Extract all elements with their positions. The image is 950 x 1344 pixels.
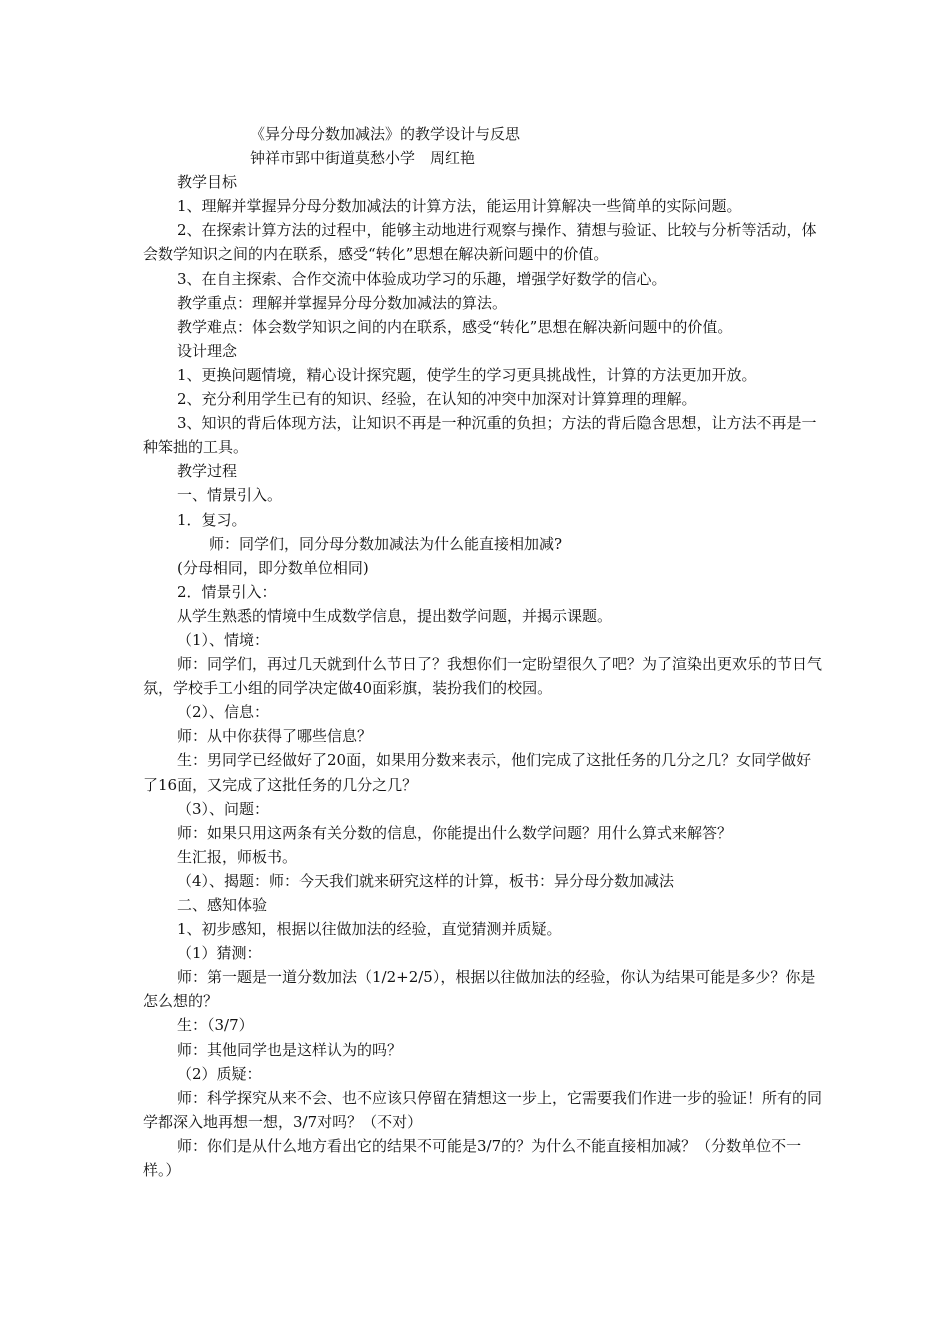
concept-2: 2、充分利用学生已有的知识、经验，在认知的冲突中加深对计算算理的理解。 [177, 390, 697, 409]
paragraph: (分母相同，即分数单位相同) [177, 558, 369, 577]
paragraph: （2）、信息： [177, 703, 270, 722]
key-point: 教学重点：理解并掌握异分母分数加减法的算法。 [177, 293, 508, 312]
paragraph: 师：同学们，同分母分数加减法为什么能直接相加减? [209, 534, 563, 553]
paragraph: 师：同学们，再过几天就到什么节日了？我想你们一定盼望很久了吧？为了渲染出更欢乐的节日气氛，学校手工小组的同学决定做40面彩旗，装扮我们的校园。 [143, 655, 823, 698]
paragraph: 师：如果只用这两条有关分数的信息，你能提出什么数学问题？用什么算式来解答？ [177, 823, 733, 842]
paragraph: 二、感知体验 [177, 896, 268, 914]
goal-1: 1、理解并掌握异分母分数加减法的计算方法，能运用计算解决一些简单的实际问题。 [177, 197, 742, 216]
paragraph: （2）质疑： [177, 1064, 262, 1083]
difficulty: 教学难点：体会数学知识之间的内在联系，感受“转化”思想在解决新问题中的价值。 [177, 317, 733, 336]
heading-goals: 教学目标 [177, 173, 238, 192]
paragraph: 2．情景引入： [177, 582, 277, 601]
paragraph: 一、情景引入。 [177, 486, 283, 505]
paragraph: 生：（3/7） [177, 1016, 254, 1035]
paragraph: 从学生熟悉的情境中生成数学信息，提出数学问题，并揭示课题。 [177, 606, 613, 625]
doc-author: 钟祥市郢中街道莫愁小学 周红艳 [250, 149, 476, 168]
paragraph: 生：男同学已经做好了20面，如果用分数来表示，他们完成了这批任务的几分之几？女同学做好了16面，又完成了这批任务的几分之几？ [143, 751, 812, 794]
paragraph: 师：你们是从什么地方看出它的结果不可能是3/7的？为什么不能直接相加减？（分数单位不一样。） [143, 1136, 802, 1180]
goal-3: 3、在自主探索、合作交流中体验成功学习的乐趣，增强学好数学的信心。 [177, 269, 667, 288]
concept-1: 1、更换问题情境，精心设计探究题，使学生的学习更具挑战性，计算的方法更加开放。 [177, 365, 757, 384]
document-body [143, 122, 823, 1182]
paragraph: 师：从中你获得了哪些信息？ [177, 727, 373, 746]
paragraph: （1）、情境： [177, 630, 270, 649]
paragraph: 1．复习。 [177, 510, 247, 529]
heading-concept: 设计理念 [177, 341, 238, 360]
paragraph: 师：其他同学也是这样认为的吗？ [177, 1040, 403, 1059]
paragraph: （3）、问题： [177, 799, 270, 818]
paragraph: 师：第一题是一道分数加法（1/2+2/5），根据以往做加法的经验，你认为结果可能是多少？你是怎么想的？ [143, 968, 816, 1011]
paragraph: 师：科学探究从来不会、也不应该只停留在猜想这一步上，它需要我们作进一步的验证！所有的同学都深入地再想一想，3/7对吗？（不对） [143, 1088, 823, 1131]
heading-process: 教学过程 [177, 462, 238, 481]
paragraph: （1）猜测： [177, 944, 262, 963]
paragraph: （4）、揭题：师：今天我们就来研究这样的计算，板书：异分母分数加减法 [177, 871, 675, 890]
doc-title: 《异分母分数加减法》的教学设计与反思 [250, 125, 521, 143]
concept-3: 3、知识的背后体现方法，让知识不再是一种沉重的负担；方法的背后隐含思想，让方法不再是一种笨拙的工具。 [143, 414, 817, 457]
paragraph: 1、初步感知，根据以往做加法的经验，直觉猜测并质疑。 [177, 920, 562, 939]
goal-2: 2、在探索计算方法的过程中，能够主动地进行观察与操作、猜想与验证、比较与分析等活动，体会数学知识之间的内在联系，感受“转化”思想在解决新问题中的价值。 [143, 221, 817, 264]
paragraph: 生汇报，师板书。 [177, 847, 298, 866]
